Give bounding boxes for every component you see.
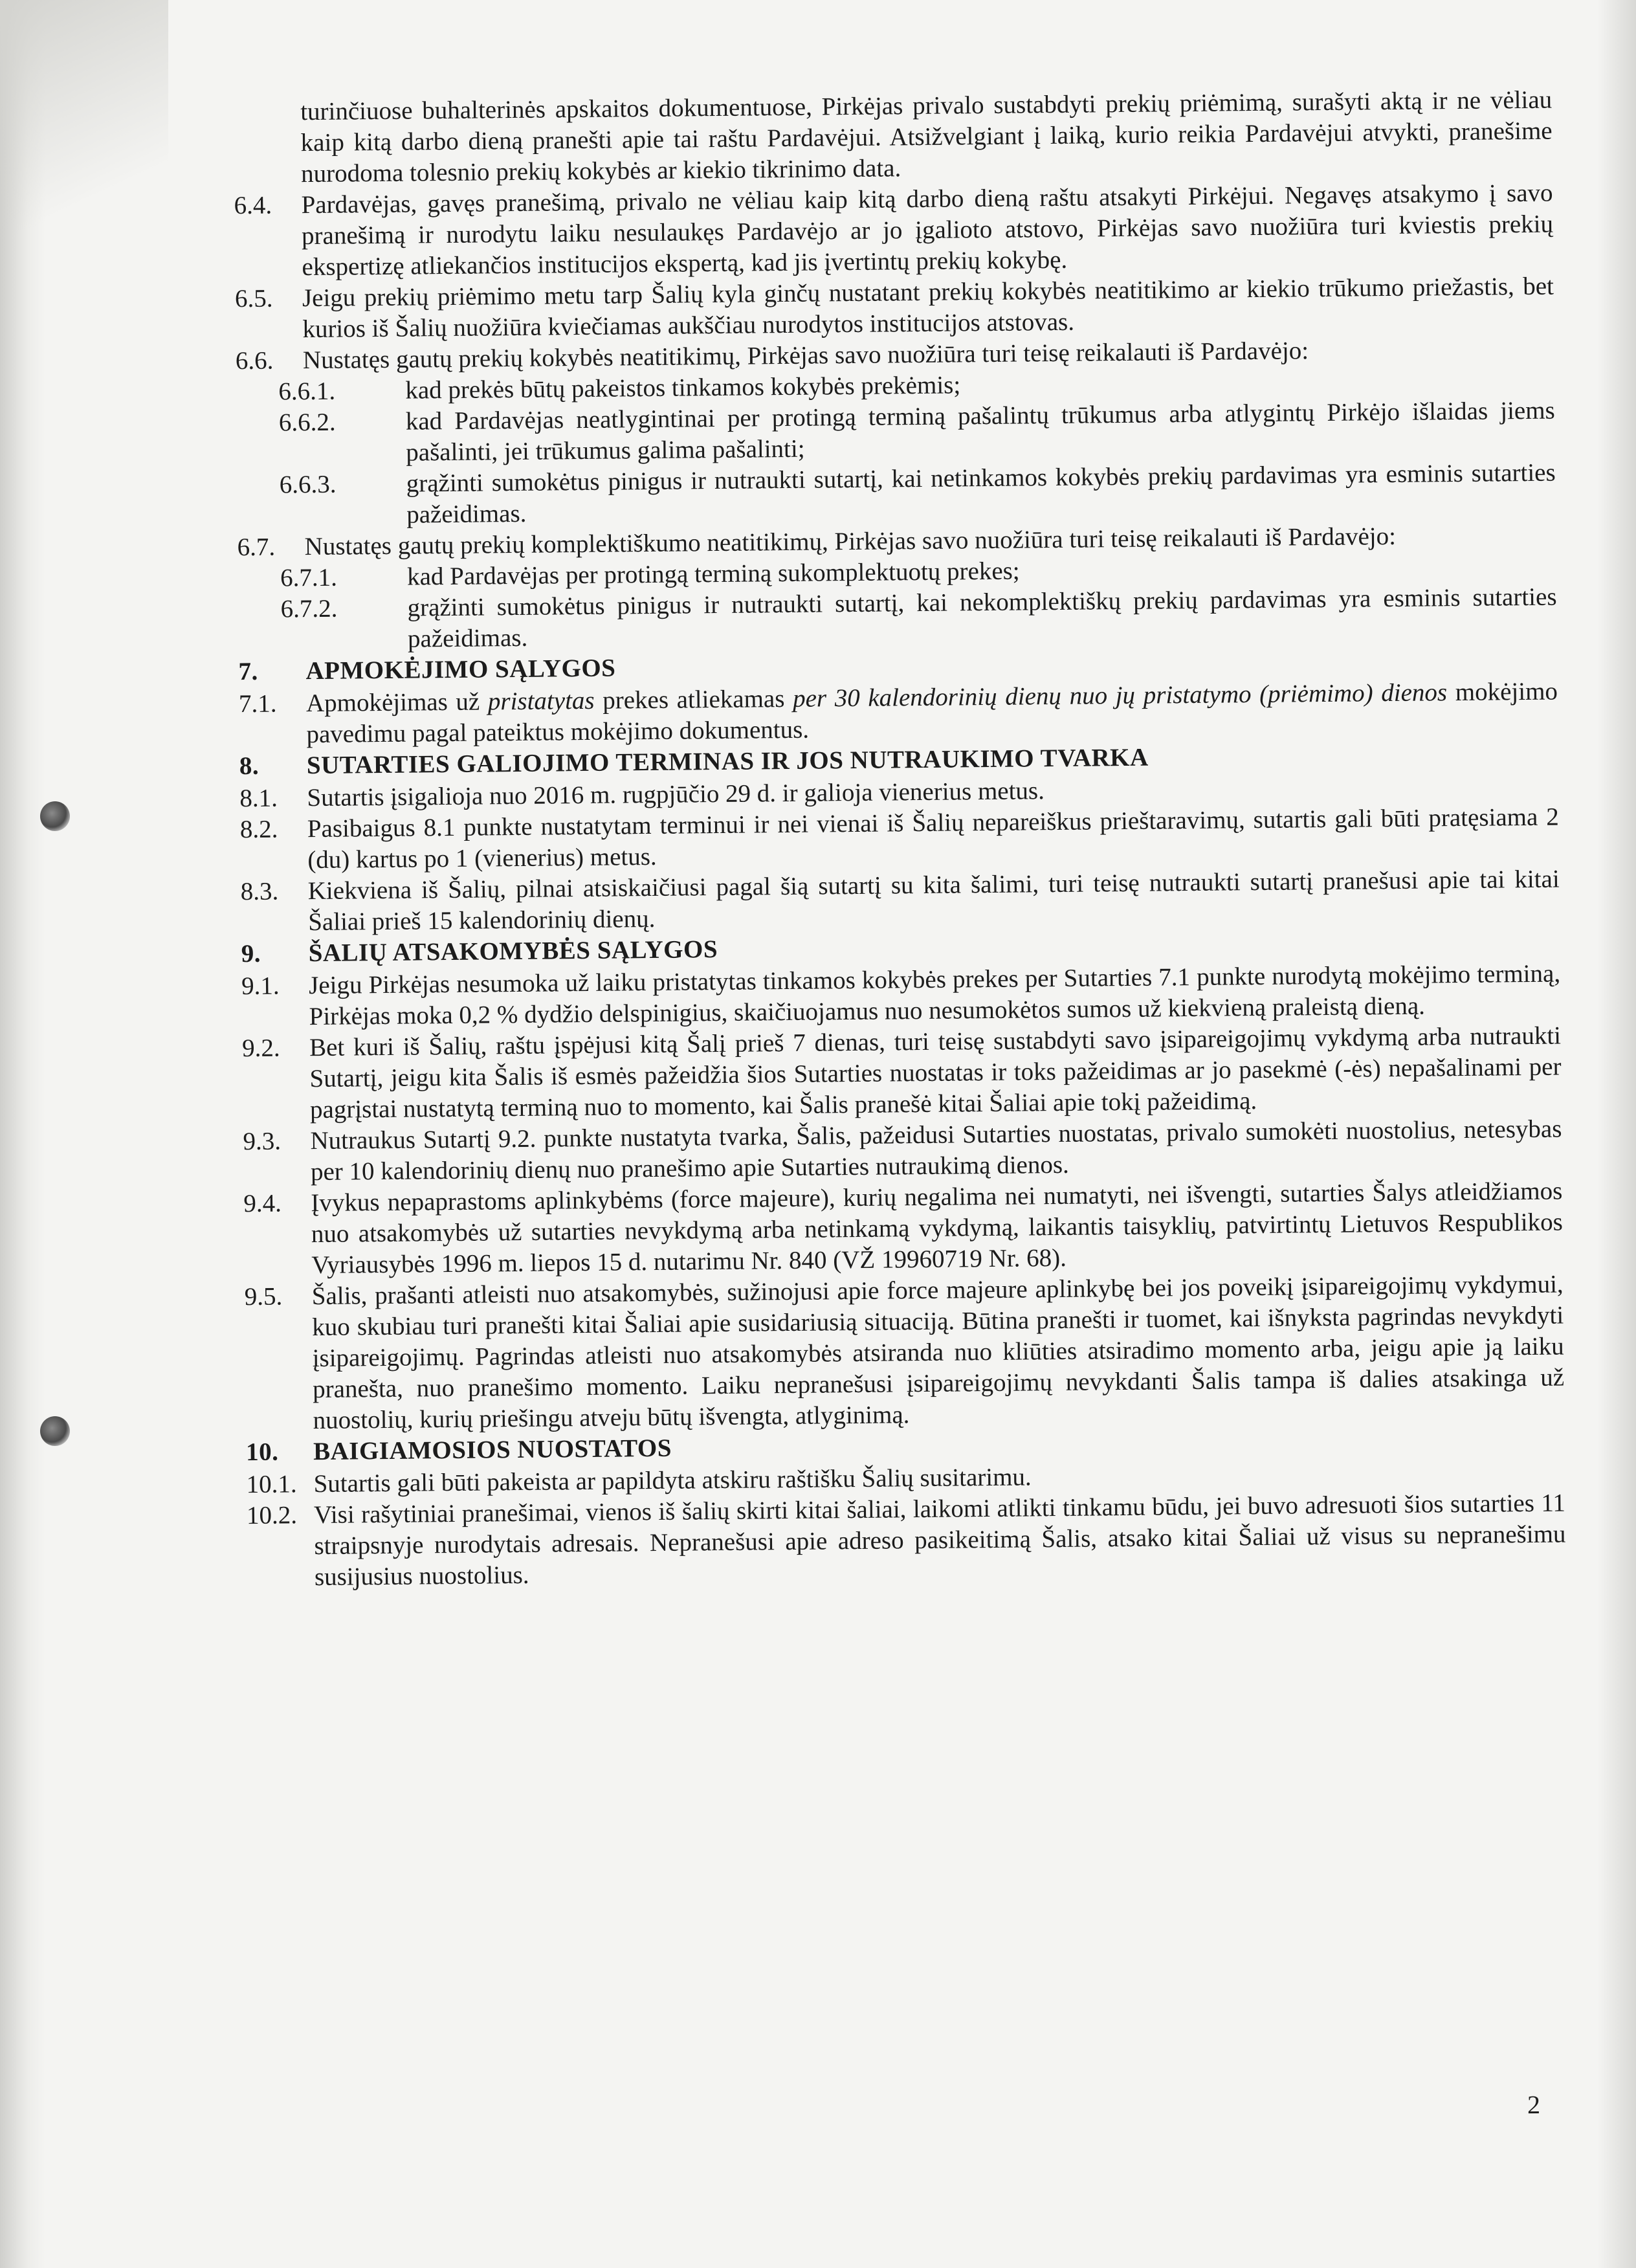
clause-6-4 <box>234 178 1554 284</box>
clause-text: Nustatęs gautų prekių kokybės neatitikimų, Pirkėjas savo nuožiūra turi teisę reikalauti iš Pardavėjo: <box>302 337 1309 375</box>
clause-6-6-3 <box>279 458 1556 532</box>
page-number: 2 <box>1527 2089 1541 2120</box>
clause-number: 6.7.2. <box>280 594 338 623</box>
section-number: 9. <box>241 939 261 968</box>
clause-number: 10.2. <box>246 1501 298 1530</box>
clause-number: 6.7. <box>237 533 276 562</box>
clause-text: Sutartis gali būti pakeista ar papildyta atskiru raštišku Šalių susitarimu. <box>313 1463 1032 1498</box>
clause-text-italic: pristatytas <box>487 686 595 716</box>
clause-number: 8.1. <box>239 784 278 813</box>
clause-9-4 <box>243 1176 1563 1282</box>
clause-number: 9.3. <box>243 1127 282 1156</box>
clause-number: 6.6.2. <box>278 408 336 437</box>
scan-edge-right <box>1597 0 1636 2268</box>
clause-number: 6.6. <box>235 346 274 375</box>
clause-10-2 <box>246 1488 1566 1594</box>
section-title: SUTARTIES GALIOJIMO TERMINAS IR JOS NUTRAUKIMO TVARKA <box>306 743 1149 780</box>
punch-hole-icon <box>40 1416 70 1446</box>
clause-text: Jeigu prekių priėmimo metu tarp Šalių kyla ginčų nustatant prekių kokybės neatitikimo ar kiekio trūkumo priežastis, bet kurios iš Šalių nuožiūra kviečiamas aukščiau nurodytos institucijos atstovas. <box>302 272 1554 344</box>
clause-number: 8.3. <box>240 877 279 906</box>
clause-text: kad prekės būtų pakeistos tinkamos kokybės prekėmis; <box>405 371 961 405</box>
clause-text: Pasibaigus 8.1 punkte nustatytam terminui ir nei vienai iš Šalių nepareiškus prieštaravimų, sutartis gali būti pratęsiama 2 (du) kartus po 1 (vienerius) metus. <box>307 803 1559 874</box>
clause-number: 6.6.3. <box>279 470 337 499</box>
clause-text: Sutartis įsigalioja nuo 2016 m. rugpjūčio 29 d. ir galioja vienerius metus. <box>307 777 1045 812</box>
clause-number: 9.1. <box>241 972 280 1001</box>
section-title: ŠALIŲ ATSAKOMYBĖS SĄLYGOS <box>308 935 718 968</box>
clause-number: 9.2. <box>241 1034 280 1063</box>
punch-hole-icon <box>40 801 70 831</box>
clause-text-italic: per 30 kalendorinių dienų nuo jų pristatymo (priėmimo) dienos <box>792 678 1448 713</box>
clause-text: kad Pardavėjas neatlygintinai per protingą terminą pašalintų trūkumus arba atlygintų Pirkėjo išlaidas jiems pašalinti, jei trūkumus galima pašalinti; <box>405 396 1555 467</box>
section-number: 10. <box>245 1438 279 1467</box>
section-number: 8. <box>239 751 260 781</box>
clause-text: Šalis, prašanti atleisti nuo atsakomybės, sužinojusi apie force majeure aplinkybę bei jos poveikį įsipareigojimų vykdymui, kuo skubiau turi pranešti kitai Šaliai apie susidariusią situaciją. Būtina pranešti ir tuomet, kai išnyksta pagrindas nevykdyti įsipareigojimų. Pagrindas atleisti nuo atsakomybės atsiranda nuo kliūties atsiradimo momento arba, jeigu apie ją laiku pranešta, nuo pranešimo momento. Laiku nepranešusi įsipareigojimų nevykdanti Šalis tampa iš dalies atsakinga už nuostolių, kurių priešingu atveju būtų išvengta, atlyginimą. <box>311 1270 1565 1435</box>
clause-text: kad Pardavėjas per protingą terminą sukomplektuotų prekes; <box>406 557 1020 591</box>
clause-9-5 <box>244 1269 1565 1437</box>
clause-text: Kiekviena iš Šalių, pilnai atsiskaičiusi pagal šią sutartį su kita šalimi, turi teisę nutraukti sutartį pranešusi apie tai kitai Šaliai prieš 15 kalendorinių dienų. <box>307 865 1560 937</box>
document-page <box>234 85 1566 1594</box>
clause-9-2 <box>241 1021 1562 1126</box>
clause-text: Bet kuri iš Šalių, raštu įspėjusi kitą Šalį prieš 7 dienas, turi teisę sustabdyti savo įsipareigojimų vykdymą arba nutraukti Sutartį, jeigu kita Šalis iš esmės pažeidžia šios Sutarties nuostatas ir toks pažeidimas ar jo pasekmė (-ės) nepašalinami per pagrįstai nustatytą terminą nuo to momento, kai Šalis pranešė kitai Šaliai apie tokį pažeidimą. <box>309 1021 1562 1124</box>
section-number: 7. <box>238 657 258 686</box>
clause-number: 6.4. <box>234 191 272 220</box>
clause-6-6-2 <box>278 395 1556 470</box>
clause-number: 6.5. <box>234 284 273 313</box>
clause-number: 6.7.1. <box>280 563 338 592</box>
clause-number: 9.4. <box>243 1189 282 1218</box>
clause-text-e: mokėjimo pavedimu pagal pateiktus mokėjimo dokumentus. <box>306 677 1558 749</box>
clause-text: Visi rašytiniai pranešimai, vienos iš šalių skirti kitai šaliai, laikomi atlikti tinkamu būdu, jei buvo adresuoti šios sutarties 11 straipsnyje nurodytais adresais. Nepranešusi apie adreso pasikeitimą Šalis, atsako kitai Šaliai už visus su nepranešimu susijusius nuostolius. <box>313 1489 1566 1592</box>
section-title: BAIGIAMOSIOS NUOSTATOS <box>313 1434 672 1466</box>
clause-number: 6.6.1. <box>278 377 336 406</box>
clause-text: Nustatęs gautų prekių komplektiškumo neatitikimų, Pirkėjas savo nuožiūra turi teisę reikalauti iš Pardavėjo: <box>304 522 1397 561</box>
clause-text: grąžinti sumokėtus pinigus ir nutraukti sutartį, kai netinkamos kokybės prekių pardavimas yra esminis sutarties pažeidimas. <box>406 458 1556 529</box>
clause-text-a: Apmokėjimas už <box>305 687 489 718</box>
page-corner-shadow <box>0 0 168 362</box>
clause-text: Įvykus nepaprastoms aplinkybėms (force majeure), kurių negalima nei numatyti, nei išvengti, sutarties Šalys atleidžiamos nuo atsakomybės už sutarties nevykdymą arba netinkamą vykdymą, laikantis taisyklių, patvirtintų Lietuvos Respublikos Vyriausybės 1996 m. liepos 15 d. nutarimu Nr. 840 (VŽ 19960719 Nr. 68). <box>311 1177 1563 1280</box>
clause-text: grąžinti sumokėtus pinigus ir nutraukti sutartį, kai nekomplektiškų prekių pardavimas yra esminis sutarties pažeidimas. <box>407 583 1557 653</box>
clause-6-7-2 <box>280 582 1557 656</box>
clause-number: 7.1. <box>238 689 277 718</box>
clause-number: 10.1. <box>246 1470 297 1499</box>
clause-text: Nutraukus Sutartį 9.2. punkte nustatyta tvarka, Šalis, pažeidusi Sutarties nuostatas, privalo sumokėti nuostolius, netesybas per 10 kalendorinių dienų nuo pranešimo apie Sutarties nutraukimą dienos. <box>310 1115 1562 1186</box>
clause-number: 9.5. <box>244 1282 283 1311</box>
clause-text-c: prekes atliekamas <box>594 684 793 715</box>
clause-text: Jeigu Pirkėjas nesumoka už laiku pristatytas tinkamos kokybės prekes per Sutarties 7.1 punkte nurodytą mokėjimo terminą, Pirkėjas moka 0,2 % dydžio delspinigius, skaičiuojamus nuo nesumokėtos sumos už kiekvieną praleistą dieną. <box>308 959 1561 1031</box>
clause-text: Pardavėjas, gavęs pranešimą, privalo ne vėliau kaip kitą darbo dieną raštu atsakyti Pirkėjui. Negavęs atsakymo į savo pranešimą ir nurodytu laiku nesulaukęs Pardavėjo ar jo įgalioto atstovo, Pirkėjas savo nuožiūra turi kviestis prekių ekspertizę atliekančios institucijos ekspertą, kad jis įvertintų prekių kokybę. <box>301 179 1554 282</box>
continuation-paragraph: turinčiuose buhalterinės apskaitos dokumentuose, Pirkėjas privalo sustabdyti prekių priėmimą, surašyti aktą ir ne vėliau kaip kitą darbo dieną pranešti apie tai raštu Pardavėjui. Atsižvelgiant į laiką, kurio reikia Pardavėjui atvykti, pranešime nurodoma tolesnio prekių kokybės ar kiekio tikrinimo data. <box>300 85 1553 188</box>
clause-number: 8.2. <box>239 815 278 844</box>
section-title: APMOKĖJIMO SĄLYGOS <box>305 654 616 685</box>
